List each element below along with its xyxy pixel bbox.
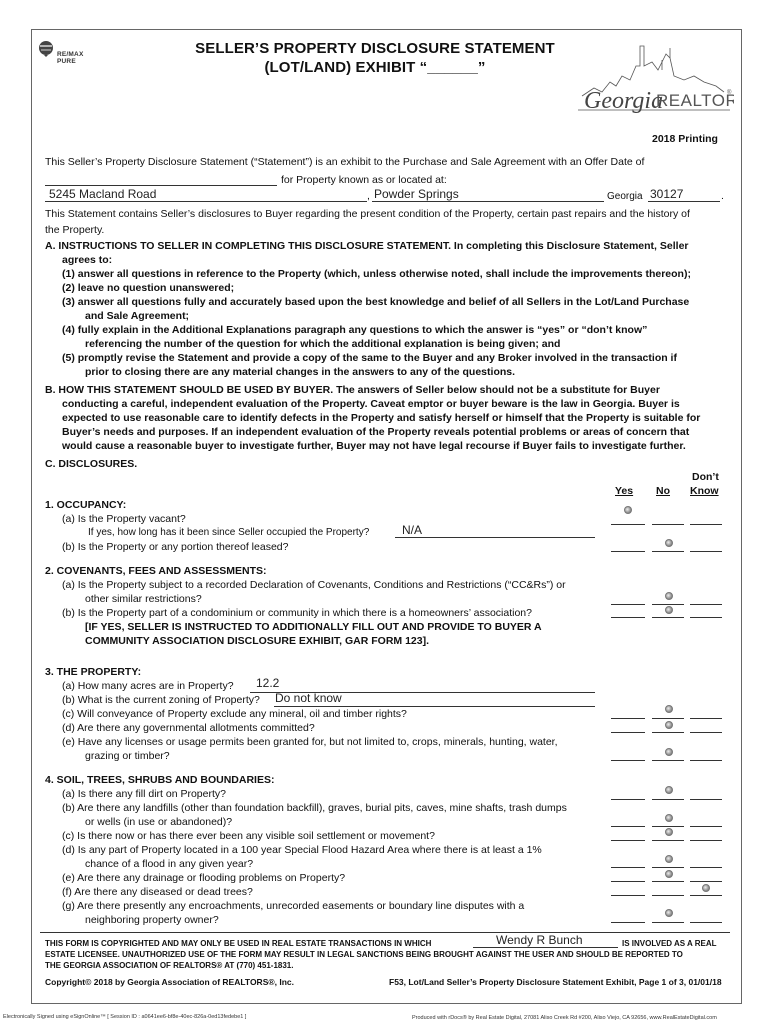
svg-text:®: ® — [727, 90, 732, 96]
answer-blank[interactable] — [611, 922, 645, 923]
instr-a-line10: prior to closing there are any material changes in the answers to any of the questions. — [85, 366, 516, 378]
q3c: (c) Will conveyance of Property exclude any mineral, oil and timber rights? — [62, 708, 407, 720]
intro-line1: This Seller’s Property Disclosure Statement (“Statement”) is an exhibit to the Purchase and Sale Agreement with an Offer Date of — [45, 156, 645, 168]
q3b-field[interactable]: Do not know — [275, 691, 342, 705]
covenants-title: 2. COVENANTS, FEES AND ASSESSMENTS: — [45, 565, 267, 577]
radio-q4a-no[interactable] — [665, 786, 673, 794]
q4c: (c) Is there now or has there ever been any visible soil settlement or movement? — [62, 830, 435, 842]
radio-q4d-no[interactable] — [665, 855, 673, 863]
radio-q1b-no[interactable] — [665, 539, 673, 547]
instr-a-line2: agrees to: — [62, 254, 113, 266]
answer-blank[interactable] — [652, 617, 684, 618]
q3d: (d) Are there any governmental allotments committed? — [62, 722, 315, 734]
answer-blank[interactable] — [652, 551, 684, 552]
answer-blank[interactable] — [611, 732, 645, 733]
georgia-realtors-logo — [574, 36, 734, 124]
radio-q4g-no[interactable] — [665, 909, 673, 917]
answer-blank[interactable] — [611, 524, 645, 525]
address-field[interactable]: 5245 Macland Road — [49, 187, 157, 201]
instr-a-line7: (4) fully explain in the Additional Explanations paragraph any questions to which the answer is “yes” or “don’t know” — [62, 324, 648, 336]
balloon-icon — [37, 40, 55, 58]
footer-form-id: F53, Lot/Land Seller’s Property Disclosure Statement Exhibit, Page 1 of 3, 01/01/18 — [389, 977, 722, 987]
answer-blank[interactable] — [652, 604, 684, 605]
intro-line5: the Property. — [45, 224, 105, 236]
address-field-line — [45, 201, 367, 202]
answer-blank[interactable] — [652, 867, 684, 868]
q4b-line2: or wells (in use or abandoned)? — [85, 816, 233, 828]
zip-field-line — [648, 201, 720, 202]
radio-q4b-no[interactable] — [665, 814, 673, 822]
q1b: (b) Is the Property or any portion thereof leased? — [62, 541, 289, 553]
answer-blank[interactable] — [652, 760, 684, 761]
answer-blank[interactable] — [652, 732, 684, 733]
radio-q4e-no[interactable] — [665, 870, 673, 878]
footer-copy2: ESTATE LICENSEE. UNAUTHORIZED USE OF THE FORM MAY RESULT IN LEGAL SANCTIONS BEING BROUGHT AGAINST THE USER AND SHOULD BE REPORTED TO — [45, 950, 683, 959]
footer-copy1b: IS INVOLVED AS A REAL — [622, 939, 717, 948]
q4g-line2: neighboring property owner? — [85, 914, 219, 926]
q3a-field[interactable]: 12.2 — [256, 676, 280, 690]
state-label: Georgia — [607, 191, 643, 202]
answer-blank[interactable] — [611, 840, 645, 841]
radio-q3c-no[interactable] — [665, 705, 673, 713]
q4d-line1: (d) Is any part of Property located in a 100 year Special Flood Hazard Area where there is at least a 1% — [62, 844, 542, 856]
q2a-line1: (a) Is the Property subject to a recorded Declaration of Covenants, Conditions and Restrictions (“CC&Rs”) or — [62, 579, 566, 591]
answer-blank[interactable] — [652, 922, 684, 923]
answer-blank[interactable] — [690, 617, 722, 618]
answer-blank[interactable] — [611, 799, 645, 800]
instr-a-line8: referencing the number of the question for which the additional explanation is being given; and — [85, 338, 561, 350]
answer-blank[interactable] — [690, 922, 722, 923]
zip-field[interactable]: 30127 — [650, 187, 684, 201]
col-yes: Yes — [615, 485, 634, 497]
instr-b-line3: expected to use reasonable care to identify defects in the Property and satisfy herself or himself that the Property is suitable for — [62, 412, 701, 424]
answer-blank[interactable] — [690, 799, 722, 800]
q1a-sub: If yes, how long has it been since Seller occupied the Property? — [88, 527, 370, 538]
q4a: (a) Is there any fill dirt on Property? — [62, 788, 226, 800]
q2a-line2: other similar restrictions? — [85, 593, 202, 605]
footer-copy3: THE GEORGIA ASSOCIATION OF REALTORS® AT (770) 451-1831. — [45, 961, 294, 970]
q3e-line2: grazing or timber? — [85, 750, 170, 762]
q3b-line — [274, 706, 595, 707]
answer-blank[interactable] — [690, 718, 722, 719]
instr-a-line5: (3) answer all questions fully and accurately based upon the best knowledge and belief of all Sellers in the Lot/Land Purchase — [62, 296, 690, 308]
period: . — [721, 190, 724, 202]
answer-blank[interactable] — [690, 881, 722, 882]
answer-blank[interactable] — [690, 551, 722, 552]
printing-label: 2018 Printing — [652, 133, 718, 145]
col-know: Know — [690, 485, 719, 497]
answer-blank[interactable] — [611, 604, 645, 605]
q4b-line1: (b) Are there any landfills (other than foundation backfill), graves, burial pits, caves, mine shafts, trash dumps — [62, 802, 567, 814]
q4g-line1: (g) Are there presently any encroachments, unrecorded easements or boundary line disputes with a — [62, 900, 525, 912]
city-field[interactable]: Powder Springs — [374, 187, 459, 201]
q3e-line1: (e) Have any licenses or usage permits been granted for, but not limited to, crops, minerals, hunting, water, — [62, 736, 558, 748]
footer-divider — [40, 932, 730, 933]
brand-left: RE/MAX PURE — [57, 51, 84, 65]
q3b: (b) What is the current zoning of Property? — [62, 694, 260, 706]
answer-blank[interactable] — [611, 895, 645, 896]
page-subtitle: (LOT/LAND) EXHIBIT “______” — [264, 59, 486, 76]
col-no: No — [656, 485, 670, 497]
answer-blank[interactable] — [690, 895, 722, 896]
answer-blank[interactable] — [611, 867, 645, 868]
answer-blank[interactable] — [611, 718, 645, 719]
answer-blank[interactable] — [652, 718, 684, 719]
answer-blank[interactable] — [690, 604, 722, 605]
q4e: (e) Are there any drainage or flooding problems on Property? — [62, 872, 346, 884]
skyline-icon — [574, 36, 734, 124]
answer-blank[interactable] — [690, 732, 722, 733]
soil-title: 4. SOIL, TREES, SHRUBS AND BOUNDARIES: — [45, 774, 275, 786]
answer-blank[interactable] — [652, 799, 684, 800]
q2b: (b) Is the Property part of a condominium or community in which there is a homeowners’ association? — [62, 607, 532, 619]
q4f: (f) Are there any diseased or dead trees? — [62, 886, 253, 898]
page-title: SELLER’S PROPERTY DISCLOSURE STATEMENT — [195, 40, 555, 57]
col-dont: Don’t — [692, 471, 719, 483]
answer-blank[interactable] — [611, 617, 645, 618]
answer-blank[interactable] — [611, 760, 645, 761]
answer-blank[interactable] — [690, 760, 722, 761]
answer-blank[interactable] — [611, 551, 645, 552]
answer-blank[interactable] — [611, 881, 645, 882]
instr-a-line9: (5) promptly revise the Statement and provide a copy of the same to the Buyer and any Broker involved in the transaction if — [62, 352, 677, 364]
produced-note: Produced with rDocs® by Real Estate Digital, 27081 Aliso Creek Rd #200, Aliso Viejo, CA 92656, www.RealEstateDigital.com — [412, 1015, 717, 1021]
answer-blank[interactable] — [690, 867, 722, 868]
radio-q3e-no[interactable] — [665, 748, 673, 756]
q4d-line2: chance of a flood in any given year? — [85, 858, 254, 870]
footer-copy1a: THIS FORM IS COPYRIGHTED AND MAY ONLY BE USED IN REAL ESTATE TRANSACTIONS IN WHICH — [45, 939, 432, 948]
instr-c: C. DISCLOSURES. — [45, 458, 138, 470]
answer-blank[interactable] — [652, 826, 684, 827]
instr-b-line4: Buyer’s needs and purposes. If an independent evaluation of the Property reveals potential problems or areas of concern that — [62, 426, 690, 438]
instr-a-line3: (1) answer all questions in reference to the Property (which, unless otherwise noted, shall include the improvements thereon); — [62, 268, 691, 280]
offer-date-field[interactable] — [45, 185, 277, 186]
svg-text:REALTORS: REALTOR — [656, 91, 734, 110]
q2-note2: COMMUNITY ASSOCIATION DISCLOSURE EXHIBIT, GAR FORM 123]. — [85, 635, 429, 647]
radio-q2a-no[interactable] — [665, 592, 673, 600]
q1a-sub-field[interactable]: N/A — [402, 523, 423, 537]
q1a-sub-line — [395, 537, 595, 538]
instr-a-line6: and Sale Agreement; — [85, 310, 190, 322]
radio-q2b-no[interactable] — [665, 606, 673, 614]
instr-b-line5: would cause a reasonable buyer to investigate further, Buyer may not have legal recourse if Buyer fails to investigate further. — [62, 440, 686, 452]
instr-a-line4: (2) leave no question unanswered; — [62, 282, 235, 294]
answer-blank[interactable] — [652, 881, 684, 882]
footer-copyright: Copyright© 2018 by Georgia Association of REALTORS®, Inc. — [45, 977, 294, 987]
property-title: 3. THE PROPERTY: — [45, 666, 142, 678]
radio-q1a-yes[interactable] — [624, 506, 632, 514]
remax-logo — [37, 39, 97, 65]
city-field-line — [372, 201, 604, 202]
intro-line2: for Property known as or located at: — [281, 174, 447, 186]
q1a: (a) Is the Property vacant? — [62, 513, 186, 525]
radio-q4c-no[interactable] — [665, 828, 673, 836]
answer-blank[interactable] — [690, 524, 722, 525]
answer-blank[interactable] — [611, 826, 645, 827]
licensee-field[interactable]: Wendy R Bunch — [496, 933, 583, 947]
instr-b-line2: conducting a careful, independent evaluation of the Property. Caveat emptor or buyer beware is the law in Georgia. Buyer is — [62, 398, 680, 410]
q3a: (a) How many acres are in Property? — [62, 680, 234, 692]
answer-blank[interactable] — [652, 840, 684, 841]
radio-q4f-dontknow[interactable] — [702, 884, 710, 892]
q2-note1: [IF YES, SELLER IS INSTRUCTED TO ADDITIONALLY FILL OUT AND PROVIDE TO BUYER A — [85, 621, 542, 633]
licensee-line — [473, 947, 618, 948]
intro-line4: This Statement contains Seller’s disclosures to Buyer regarding the present condition of the Property, certain past repairs and the history of — [45, 208, 690, 220]
answer-blank[interactable] — [690, 826, 722, 827]
comma: , — [367, 190, 370, 202]
instr-b-line1: B. HOW THIS STATEMENT SHOULD BE USED BY BUYER. The answers of Seller below should not be a substitute for Buyer — [45, 384, 660, 396]
answer-blank[interactable] — [652, 524, 684, 525]
instr-a-line1: A. INSTRUCTIONS TO SELLER IN COMPLETING THIS DISCLOSURE STATEMENT. In completing this Disclosure Statement, Seller — [45, 240, 689, 252]
esign-note: Electronically Signed using eSignOnline™ [ Session ID : a0641ee6-bf8e-40ec-826a-0ed13fedebe1 ] — [3, 1014, 247, 1020]
occupancy-title: 1. OCCUPANCY: — [45, 499, 127, 511]
radio-q3d-no[interactable] — [665, 721, 673, 729]
answer-blank[interactable] — [690, 840, 722, 841]
answer-blank[interactable] — [652, 895, 684, 896]
svg-text:Georgia: Georgia — [584, 88, 664, 114]
